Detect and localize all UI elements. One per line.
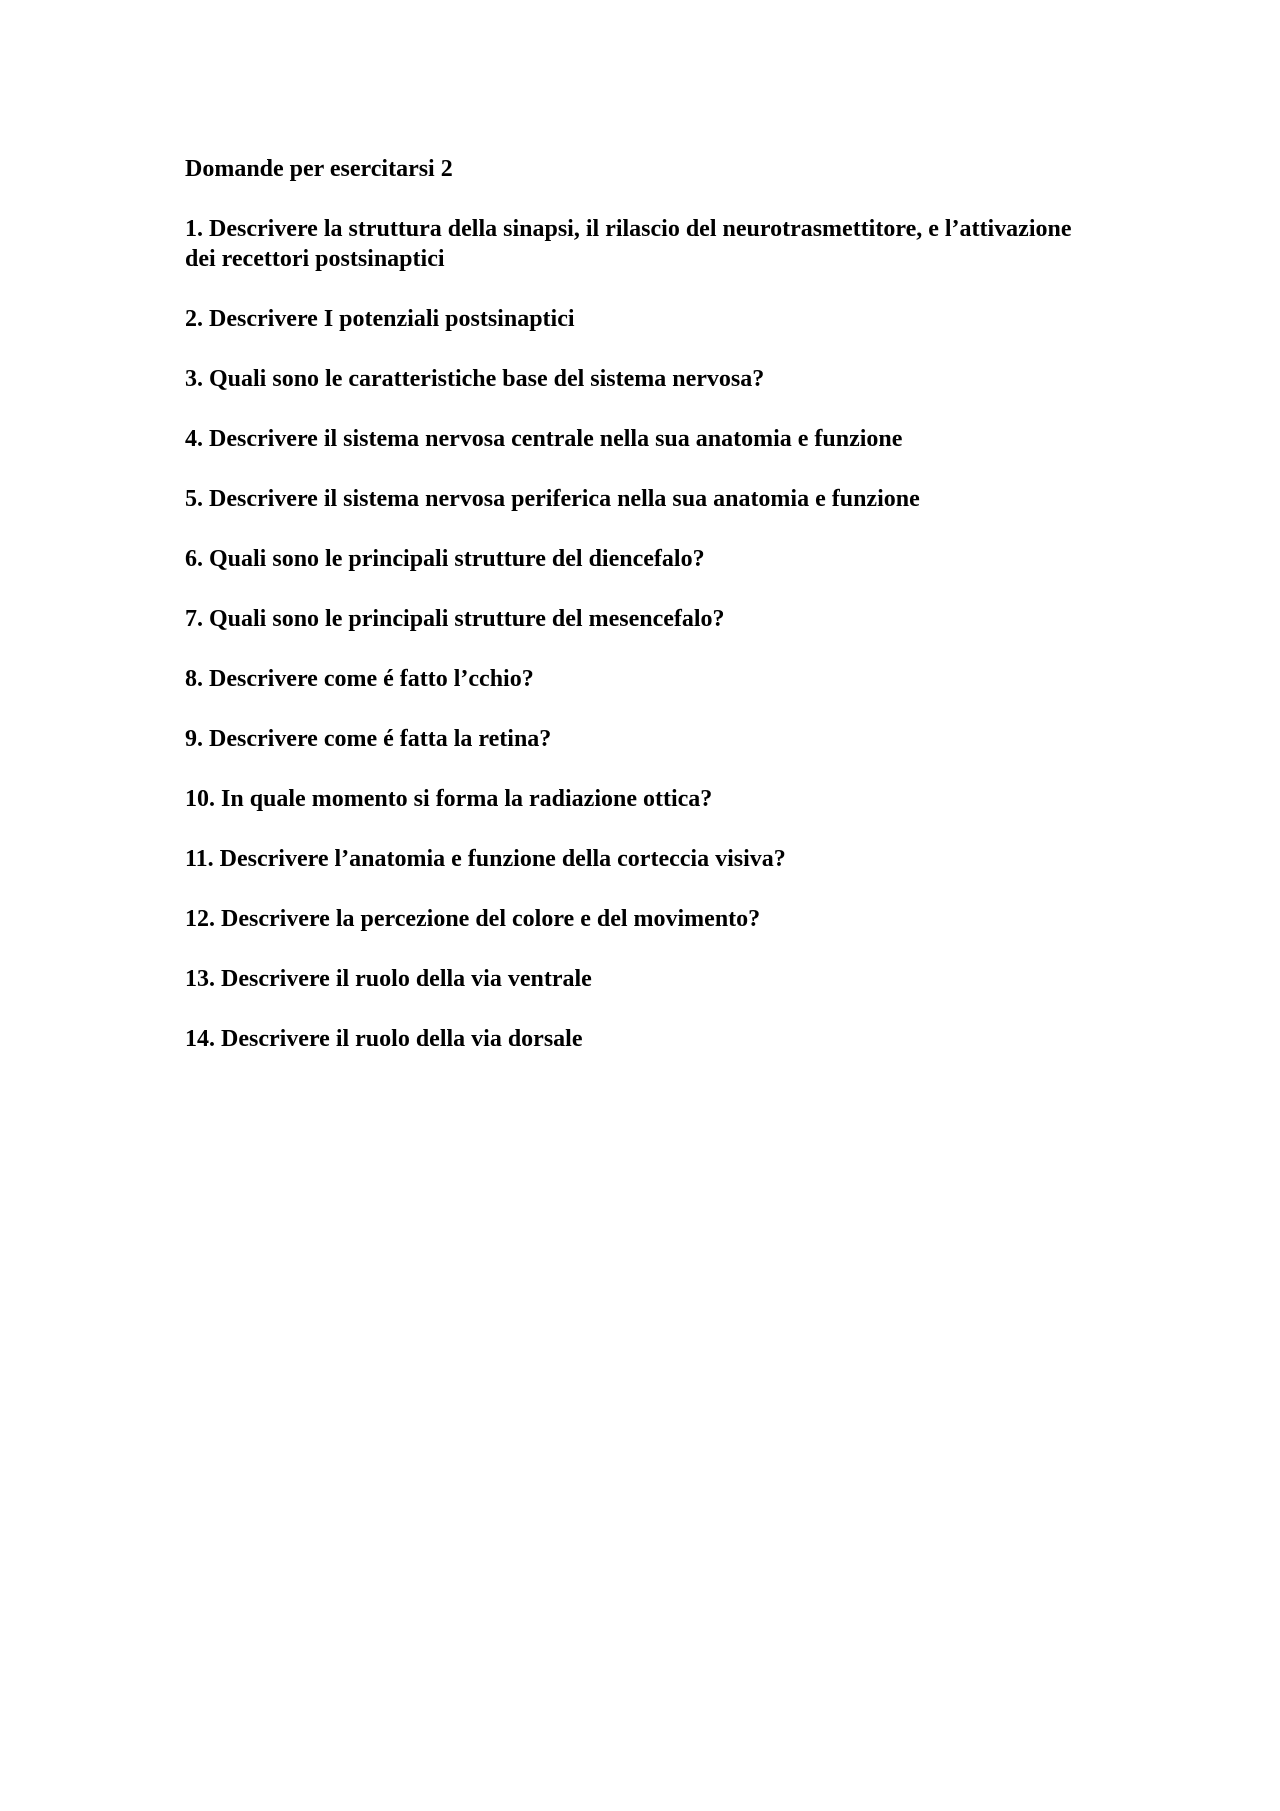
question-list xyxy=(185,214,1085,1054)
question-1: 1. Descrivere la struttura della sinapsi, il rilascio del neurotrasmettitore, e l’attivazione dei recettori postsinaptici xyxy=(185,216,1072,272)
question-11: 11. Descrivere l’anatomia e funzione della corteccia visiva? xyxy=(185,846,786,872)
question-2: 2. Descrivere I potenziali postsinaptici xyxy=(185,306,575,332)
question-10: 10. In quale momento si forma la radiazione ottica? xyxy=(185,786,713,812)
question-5: 5. Descrivere il sistema nervosa periferica nella sua anatomia e funzione xyxy=(185,486,920,512)
question-13: 13. Descrivere il ruolo della via ventrale xyxy=(185,966,592,992)
document-title: Domande per esercitarsi 2 xyxy=(185,156,453,182)
question-9: 9. Descrivere come é fatta la retina? xyxy=(185,726,552,752)
document-content xyxy=(185,154,1085,1084)
question-6: 6. Quali sono le principali strutture del diencefalo? xyxy=(185,546,705,572)
question-4: 4. Descrivere il sistema nervosa centrale nella sua anatomia e funzione xyxy=(185,426,903,452)
question-12: 12. Descrivere la percezione del colore e del movimento? xyxy=(185,906,761,932)
question-7: 7. Quali sono le principali strutture del mesencefalo? xyxy=(185,606,725,632)
question-8: 8. Descrivere come é fatto l’cchio? xyxy=(185,666,534,692)
question-14: 14. Descrivere il ruolo della via dorsale xyxy=(185,1026,583,1052)
question-3: 3. Quali sono le caratteristiche base del sistema nervosa? xyxy=(185,366,765,392)
